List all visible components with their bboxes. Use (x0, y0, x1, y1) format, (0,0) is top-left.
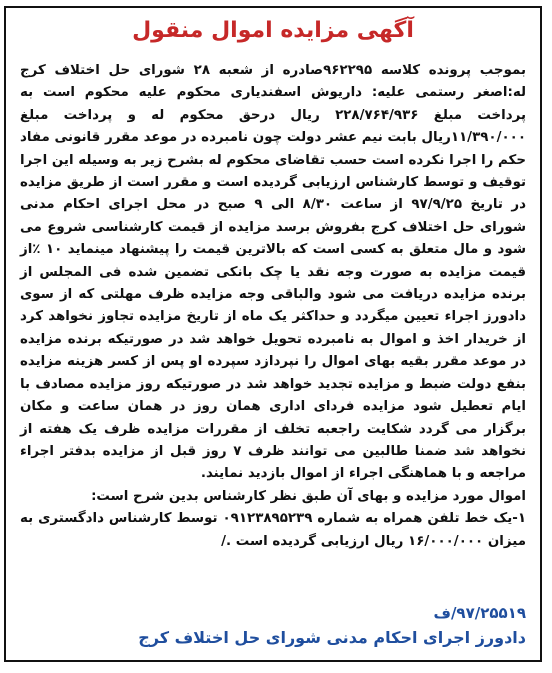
notice-body (20, 60, 526, 553)
issuer-signature: دادورز اجرای احکام مدنی شورای حل اختلاف کرج (138, 628, 526, 647)
item-entry: ۱-یک خط تلفن همراه به شماره ۰۹۱۲۳۸۹۵۲۳۹ توسط کارشناس دادگستری به میزان ۱۶/۰۰۰/۰۰۰ ریال ارزیابی گردیده است ./ (20, 511, 526, 549)
notice-frame (4, 6, 542, 662)
reference-number: ۹۷/۲۵۵۱۹/ف (433, 604, 526, 622)
items-intro: اموال مورد مزایده و بهای آن طبق نظر کارشناس بدین شرح است: (91, 488, 526, 504)
notice-title: آگهی مزایده اموال منقول (132, 18, 414, 43)
notice-paragraph: بموجب پرونده کلاسه ۹۶۲۲۹۵صادره از شعبه ۲۸ شورای حل اختلاف کرج له:اصغر رستمی علیه: داریوش اسفندیاری محکوم علیه محکوم است به پرداخت مبلغ ۲۲۸/۷۶۴/۹۳۶ ریال درحق محکوم له و پرداخت مبلغ ۱۱/۳۹۰/۰۰۰ریال بابت نیم عشر دولت چون نامبرده در موعد مقرر قانونی مفاد حکم را اجرا نکرده است حسب تقاضای محکوم له بشرح زیر به وسیله این اجرا توقیف و توسط کارشناس ارزیابی گردیده است و مقرر است از طریق مزایده در تاریخ ۹۷/۹/۲۵ از ساعت ۸/۳۰ الی ۹ صبح در محل اجرای احکام مدنی شورای حل اختلاف کرج بفروش برسد مزایده از قیمت کارشناسی شروع می شود و مال متعلق به کسی است که بالاترین قیمت را پیشنهاد مینماید ۱۰ ٪از قیمت مزایده به صورت وجه نقد یا چک بانکی تضمین شده فی المجلس از برنده مزایده دریافت می شود والباقی وجه مزایده ظرف مهلتی که از سوی دادورز اجراء تعیین میگردد و حداکثر یک ماه از تاریخ مزایده تجاوز نخواهد کرد از خریدار اخذ و اموال به نامبرده تحویل خواهد شد در صورتیکه برنده مزایده در موعد مقرر بقیه بهای اموال را نپردازد سپرده او پس از کسر هزینه مزایده بنفع دولت ضبط و مزایده تجدید خواهد شد در صورتیکه روز مزایده مصادف با ایام تعطیل شود مزایده فردای اداری همان روز در همان ساعت و مکان برگزار می گردد شکایت راجعبه تخلف از مقررات مزایده ظرف یک هفته از نخواهد شد ضمنا طالبین می توانند ظرف ۷ روز قبل از مزایده بدفتر اجراء مراجعه و با هماهنگی اجراء از اموال بازدید نمایند. (20, 63, 526, 482)
